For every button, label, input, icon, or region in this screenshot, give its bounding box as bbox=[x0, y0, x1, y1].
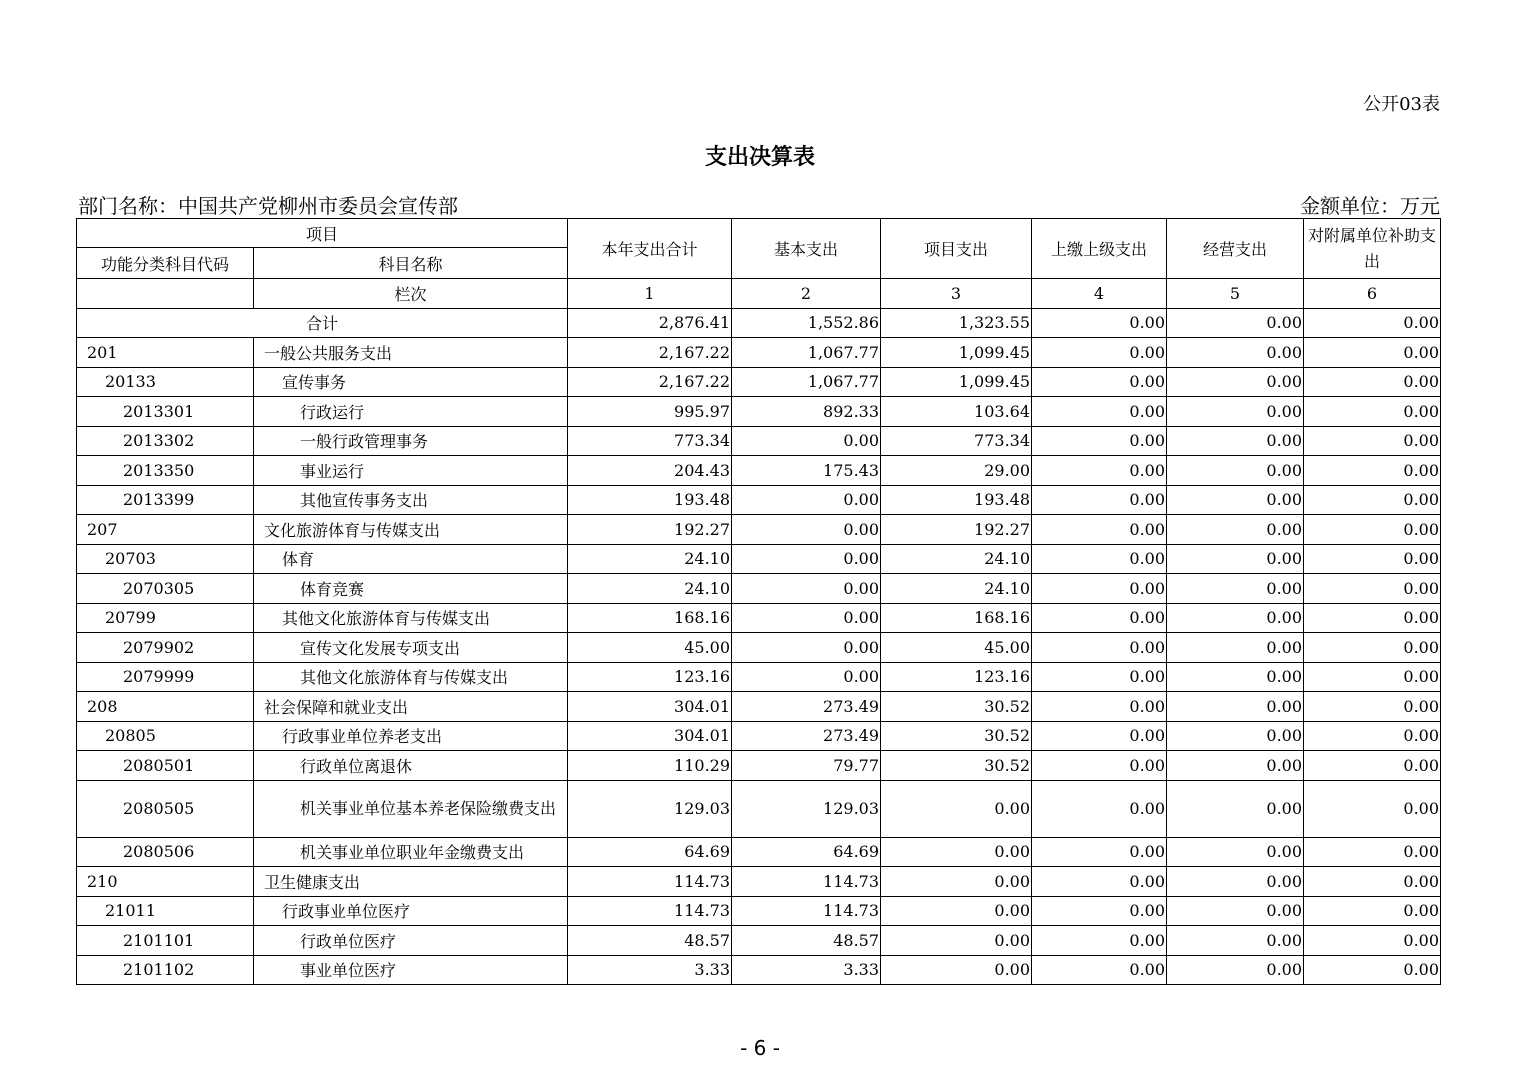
subject-code: 2013301 bbox=[77, 397, 254, 427]
table-body bbox=[77, 308, 1441, 985]
subject-name: 一般公共服务支出 bbox=[254, 338, 568, 368]
amount-cell: 103.64 bbox=[881, 397, 1032, 427]
subject-name: 其他文化旅游体育与传媒支出 bbox=[254, 603, 568, 633]
amount-cell: 193.48 bbox=[881, 485, 1032, 515]
amount-cell: 0.00 bbox=[881, 837, 1032, 867]
subject-name: 其他宣传事务支出 bbox=[254, 485, 568, 515]
amount-cell: 0.00 bbox=[1167, 574, 1304, 604]
amount-cell: 64.69 bbox=[568, 837, 732, 867]
subject-name: 机关事业单位职业年金缴费支出 bbox=[254, 837, 568, 867]
amount-cell: 273.49 bbox=[732, 692, 881, 722]
column-row-blank bbox=[77, 279, 254, 309]
amount-cell: 773.34 bbox=[568, 426, 732, 456]
amount-cell: 64.69 bbox=[732, 837, 881, 867]
subject-name: 文化旅游体育与传媒支出 bbox=[254, 515, 568, 545]
amount-cell: 0.00 bbox=[732, 574, 881, 604]
amount-cell: 0.00 bbox=[1304, 867, 1441, 897]
form-number: 公开03表 bbox=[1363, 94, 1440, 115]
amount-cell: 0.00 bbox=[1304, 896, 1441, 926]
table-row bbox=[77, 603, 1441, 633]
header-name: 科目名称 bbox=[254, 248, 568, 279]
amount-cell: 0.00 bbox=[1032, 867, 1167, 897]
amount-cell: 2,167.22 bbox=[568, 338, 732, 368]
amount-cell: 0.00 bbox=[1304, 662, 1441, 692]
subject-name: 体育竞赛 bbox=[254, 574, 568, 604]
subject-code: 20703 bbox=[77, 544, 254, 574]
subject-code: 207 bbox=[77, 515, 254, 545]
subject-code: 201 bbox=[77, 338, 254, 368]
table-row bbox=[77, 633, 1441, 663]
amount-cell: 0.00 bbox=[1304, 633, 1441, 663]
column-number: 6 bbox=[1304, 279, 1441, 309]
amount-cell: 0.00 bbox=[732, 544, 881, 574]
amount-cell: 0.00 bbox=[881, 896, 1032, 926]
amount-cell: 168.16 bbox=[881, 603, 1032, 633]
column-number: 5 bbox=[1167, 279, 1304, 309]
amount-cell: 0.00 bbox=[1304, 544, 1441, 574]
amount-cell: 48.57 bbox=[732, 926, 881, 956]
amount-cell: 193.48 bbox=[568, 485, 732, 515]
amount-cell: 0.00 bbox=[1032, 780, 1167, 837]
subject-name: 事业单位医疗 bbox=[254, 955, 568, 985]
subject-name: 宣传事务 bbox=[254, 367, 568, 397]
amount-cell: 0.00 bbox=[732, 633, 881, 663]
column-row-label: 栏次 bbox=[254, 279, 568, 309]
amount-cell: 0.00 bbox=[881, 955, 1032, 985]
amount-cell: 0.00 bbox=[1304, 837, 1441, 867]
amount-cell: 0.00 bbox=[1167, 397, 1304, 427]
header-business: 经营支出 bbox=[1167, 219, 1304, 279]
amount-cell: 892.33 bbox=[732, 397, 881, 427]
amount-cell: 0.00 bbox=[1167, 426, 1304, 456]
amount-cell: 0.00 bbox=[1304, 955, 1441, 985]
total-value: 0.00 bbox=[1032, 308, 1167, 338]
amount-cell: 0.00 bbox=[1032, 456, 1167, 486]
total-label: 合计 bbox=[77, 308, 568, 338]
amount-cell: 24.10 bbox=[881, 544, 1032, 574]
amount-cell: 30.52 bbox=[881, 721, 1032, 751]
amount-cell: 192.27 bbox=[568, 515, 732, 545]
header-project: 项目 bbox=[77, 219, 568, 248]
amount-cell: 30.52 bbox=[881, 692, 1032, 722]
subject-code: 2013302 bbox=[77, 426, 254, 456]
table-row bbox=[77, 544, 1441, 574]
amount-cell: 0.00 bbox=[1304, 338, 1441, 368]
amount-cell: 0.00 bbox=[1167, 780, 1304, 837]
amount-cell: 0.00 bbox=[1032, 662, 1167, 692]
subject-code: 2013350 bbox=[77, 456, 254, 486]
subject-name: 其他文化旅游体育与传媒支出 bbox=[254, 662, 568, 692]
subject-code: 208 bbox=[77, 692, 254, 722]
amount-cell: 0.00 bbox=[1032, 397, 1167, 427]
amount-cell: 114.73 bbox=[732, 896, 881, 926]
amount-cell: 114.73 bbox=[568, 896, 732, 926]
amount-cell: 48.57 bbox=[568, 926, 732, 956]
total-value: 1,552.86 bbox=[732, 308, 881, 338]
amount-cell: 0.00 bbox=[1167, 837, 1304, 867]
amount-cell: 0.00 bbox=[1032, 574, 1167, 604]
amount-cell: 0.00 bbox=[1032, 926, 1167, 956]
amount-cell: 0.00 bbox=[1167, 633, 1304, 663]
amount-cell: 0.00 bbox=[1304, 574, 1441, 604]
amount-cell: 0.00 bbox=[732, 515, 881, 545]
amount-cell: 0.00 bbox=[1032, 692, 1167, 722]
table-row bbox=[77, 721, 1441, 751]
amount-cell: 0.00 bbox=[1304, 603, 1441, 633]
amount-cell: 114.73 bbox=[732, 867, 881, 897]
table-row bbox=[77, 662, 1441, 692]
amount-cell: 0.00 bbox=[1167, 485, 1304, 515]
column-number: 3 bbox=[881, 279, 1032, 309]
total-value: 2,876.41 bbox=[568, 308, 732, 338]
amount-cell: 168.16 bbox=[568, 603, 732, 633]
subject-code: 2079902 bbox=[77, 633, 254, 663]
subject-name: 行政运行 bbox=[254, 397, 568, 427]
amount-cell: 0.00 bbox=[1032, 515, 1167, 545]
amount-cell: 24.10 bbox=[568, 544, 732, 574]
amount-cell: 24.10 bbox=[881, 574, 1032, 604]
amount-cell: 30.52 bbox=[881, 751, 1032, 781]
amount-cell: 0.00 bbox=[1167, 867, 1304, 897]
amount-cell: 123.16 bbox=[568, 662, 732, 692]
amount-cell: 0.00 bbox=[881, 867, 1032, 897]
subject-code: 2080505 bbox=[77, 780, 254, 837]
subject-code: 2080506 bbox=[77, 837, 254, 867]
subject-name: 事业运行 bbox=[254, 456, 568, 486]
amount-cell: 45.00 bbox=[881, 633, 1032, 663]
table-row bbox=[77, 426, 1441, 456]
amount-cell: 24.10 bbox=[568, 574, 732, 604]
amount-cell: 0.00 bbox=[1304, 692, 1441, 722]
subject-code: 2079999 bbox=[77, 662, 254, 692]
amount-cell: 0.00 bbox=[732, 485, 881, 515]
amount-cell: 0.00 bbox=[1032, 896, 1167, 926]
amount-cell: 29.00 bbox=[881, 456, 1032, 486]
amount-cell: 45.00 bbox=[568, 633, 732, 663]
table-row bbox=[77, 485, 1441, 515]
amount-cell: 773.34 bbox=[881, 426, 1032, 456]
table-row bbox=[77, 926, 1441, 956]
amount-cell: 1,067.77 bbox=[732, 338, 881, 368]
column-number: 2 bbox=[732, 279, 881, 309]
amount-cell: 0.00 bbox=[1304, 397, 1441, 427]
column-number: 1 bbox=[568, 279, 732, 309]
header-upper: 上缴上级支出 bbox=[1032, 219, 1167, 279]
department-name: 部门名称：中国共产党柳州市委员会宣传部 bbox=[78, 194, 458, 218]
subject-code: 2080501 bbox=[77, 751, 254, 781]
amount-cell: 0.00 bbox=[1167, 544, 1304, 574]
table-row bbox=[77, 574, 1441, 604]
amount-cell: 0.00 bbox=[1304, 456, 1441, 486]
amount-cell: 0.00 bbox=[1167, 896, 1304, 926]
header-total: 本年支出合计 bbox=[568, 219, 732, 279]
subject-name: 宣传文化发展专项支出 bbox=[254, 633, 568, 663]
amount-cell: 0.00 bbox=[1167, 515, 1304, 545]
amount-cell: 129.03 bbox=[732, 780, 881, 837]
amount-unit: 金额单位：万元 bbox=[1300, 194, 1440, 218]
amount-cell: 0.00 bbox=[1032, 367, 1167, 397]
amount-cell: 0.00 bbox=[1032, 426, 1167, 456]
header-subsidy: 对附属单位补助支出 bbox=[1304, 219, 1441, 279]
amount-cell: 0.00 bbox=[1167, 721, 1304, 751]
header-item: 项目支出 bbox=[881, 219, 1032, 279]
amount-cell: 0.00 bbox=[1167, 751, 1304, 781]
amount-cell: 204.43 bbox=[568, 456, 732, 486]
amount-cell: 0.00 bbox=[1304, 485, 1441, 515]
amount-cell: 0.00 bbox=[1032, 338, 1167, 368]
table-row bbox=[77, 456, 1441, 486]
table-row bbox=[77, 397, 1441, 427]
table-row bbox=[77, 896, 1441, 926]
subject-name: 卫生健康支出 bbox=[254, 867, 568, 897]
subject-code: 20799 bbox=[77, 603, 254, 633]
column-number: 4 bbox=[1032, 279, 1167, 309]
amount-cell: 192.27 bbox=[881, 515, 1032, 545]
amount-cell: 110.29 bbox=[568, 751, 732, 781]
amount-cell: 79.77 bbox=[732, 751, 881, 781]
table-row bbox=[77, 867, 1441, 897]
expenditure-table bbox=[76, 218, 1441, 985]
subject-name: 行政事业单位养老支出 bbox=[254, 721, 568, 751]
subject-name: 行政事业单位医疗 bbox=[254, 896, 568, 926]
table-row bbox=[77, 837, 1441, 867]
subject-code: 2101101 bbox=[77, 926, 254, 956]
amount-cell: 0.00 bbox=[1032, 751, 1167, 781]
amount-cell: 995.97 bbox=[568, 397, 732, 427]
subject-code: 20805 bbox=[77, 721, 254, 751]
amount-cell: 0.00 bbox=[1032, 955, 1167, 985]
amount-cell: 0.00 bbox=[1304, 721, 1441, 751]
subject-name: 行政单位医疗 bbox=[254, 926, 568, 956]
amount-cell: 0.00 bbox=[732, 426, 881, 456]
amount-cell: 0.00 bbox=[1167, 603, 1304, 633]
total-value: 0.00 bbox=[1304, 308, 1441, 338]
amount-cell: 0.00 bbox=[1304, 926, 1441, 956]
subject-name: 社会保障和就业支出 bbox=[254, 692, 568, 722]
amount-cell: 304.01 bbox=[568, 721, 732, 751]
amount-cell: 0.00 bbox=[1304, 426, 1441, 456]
header-basic: 基本支出 bbox=[732, 219, 881, 279]
page-number: - 6 - bbox=[740, 1036, 780, 1060]
subject-code: 20133 bbox=[77, 367, 254, 397]
amount-cell: 0.00 bbox=[732, 603, 881, 633]
amount-cell: 304.01 bbox=[568, 692, 732, 722]
total-value: 0.00 bbox=[1167, 308, 1304, 338]
amount-cell: 0.00 bbox=[1304, 780, 1441, 837]
subject-code: 210 bbox=[77, 867, 254, 897]
amount-cell: 0.00 bbox=[1032, 837, 1167, 867]
amount-cell: 0.00 bbox=[1167, 338, 1304, 368]
amount-cell: 0.00 bbox=[1032, 721, 1167, 751]
amount-cell: 175.43 bbox=[732, 456, 881, 486]
total-row bbox=[77, 308, 1441, 338]
table-row bbox=[77, 692, 1441, 722]
amount-cell: 0.00 bbox=[1032, 485, 1167, 515]
table-row bbox=[77, 367, 1441, 397]
amount-cell: 0.00 bbox=[881, 780, 1032, 837]
table-row bbox=[77, 955, 1441, 985]
amount-cell: 0.00 bbox=[1167, 692, 1304, 722]
amount-cell: 0.00 bbox=[1167, 456, 1304, 486]
amount-cell: 0.00 bbox=[1304, 515, 1441, 545]
amount-cell: 0.00 bbox=[732, 662, 881, 692]
amount-cell: 0.00 bbox=[1167, 955, 1304, 985]
subject-code: 2013399 bbox=[77, 485, 254, 515]
amount-cell: 0.00 bbox=[1032, 633, 1167, 663]
amount-cell: 0.00 bbox=[1304, 367, 1441, 397]
amount-cell: 0.00 bbox=[1167, 926, 1304, 956]
page-title: 支出决算表 bbox=[704, 145, 815, 170]
amount-cell: 123.16 bbox=[881, 662, 1032, 692]
amount-cell: 2,167.22 bbox=[568, 367, 732, 397]
amount-cell: 0.00 bbox=[881, 926, 1032, 956]
amount-cell: 3.33 bbox=[568, 955, 732, 985]
subject-code: 2101102 bbox=[77, 955, 254, 985]
amount-cell: 1,067.77 bbox=[732, 367, 881, 397]
subject-name: 体育 bbox=[254, 544, 568, 574]
subject-code: 21011 bbox=[77, 896, 254, 926]
table-row bbox=[77, 780, 1441, 837]
amount-cell: 1,099.45 bbox=[881, 367, 1032, 397]
amount-cell: 0.00 bbox=[1032, 603, 1167, 633]
amount-cell: 1,099.45 bbox=[881, 338, 1032, 368]
subject-name: 机关事业单位基本养老保险缴费支出 bbox=[254, 780, 568, 837]
table-row bbox=[77, 338, 1441, 368]
amount-cell: 0.00 bbox=[1167, 662, 1304, 692]
amount-cell: 114.73 bbox=[568, 867, 732, 897]
amount-cell: 3.33 bbox=[732, 955, 881, 985]
amount-cell: 0.00 bbox=[1032, 544, 1167, 574]
amount-cell: 0.00 bbox=[1167, 367, 1304, 397]
header-code: 功能分类科目代码 bbox=[77, 248, 254, 279]
table-row bbox=[77, 515, 1441, 545]
total-value: 1,323.55 bbox=[881, 308, 1032, 338]
table-row bbox=[77, 751, 1441, 781]
subject-code: 2070305 bbox=[77, 574, 254, 604]
amount-cell: 129.03 bbox=[568, 780, 732, 837]
amount-cell: 273.49 bbox=[732, 721, 881, 751]
subject-name: 行政单位离退休 bbox=[254, 751, 568, 781]
subject-name: 一般行政管理事务 bbox=[254, 426, 568, 456]
amount-cell: 0.00 bbox=[1304, 751, 1441, 781]
